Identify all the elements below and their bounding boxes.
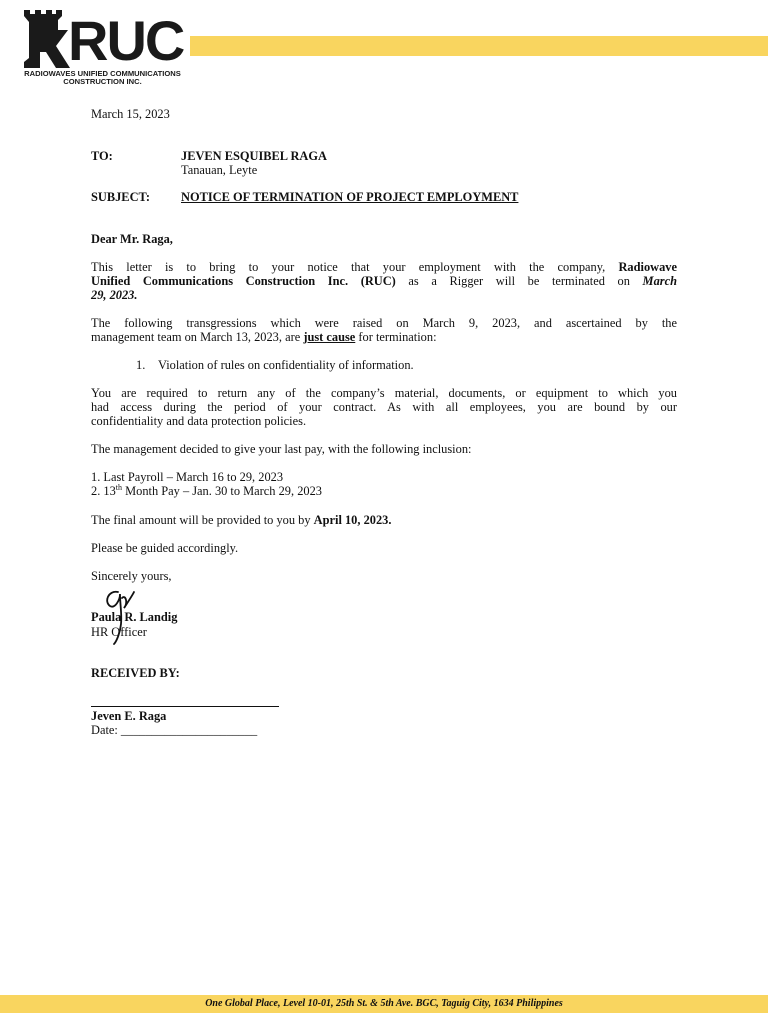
violation-item: Violation of rules on confidentiality of information. <box>158 358 414 372</box>
header-band <box>190 36 768 56</box>
recipient-address: Tanauan, Leyte <box>181 163 258 177</box>
inclusion-1: 1. Last Payroll – March 16 to 29, 2023 <box>91 470 284 484</box>
date-field: Date: ______________________ <box>91 723 258 737</box>
subject-label: SUBJECT: <box>91 190 150 204</box>
just-cause-text: just cause <box>303 330 356 344</box>
salutation: Dear Mr. Raga, <box>91 232 173 246</box>
paragraph-1-line-1 <box>91 260 677 274</box>
ordinal-suffix: th <box>115 482 123 492</box>
company-name-bold: Radiowave <box>618 260 677 274</box>
termination-date-part1: March <box>642 274 677 288</box>
recipient-name: JEVEN ESQUIBEL RAGA <box>181 149 327 163</box>
termination-date-part2: 29, 2023. <box>91 288 138 302</box>
inclusion-2-number: 2. 13 <box>91 484 116 498</box>
paragraph-6: Please be guided accordingly. <box>91 541 239 555</box>
closing: Sincerely yours, <box>91 569 172 583</box>
letter-date: March 15, 2023 <box>91 107 170 121</box>
final-amount-text: The final amount will be provided to you by <box>91 513 311 527</box>
to-label: TO: <box>91 149 113 163</box>
company-name-bold-2: Unified Communications Construction Inc. (RUC) <box>91 274 396 288</box>
subject-text: NOTICE OF TERMINATION OF PROJECT EMPLOYMENT <box>181 190 519 204</box>
paragraph-3-line-1: You are required to return any of the company’s material, documents, or equipment to which you <box>91 386 677 400</box>
violation-number: 1. <box>136 358 146 372</box>
paragraph-5 <box>91 513 391 527</box>
company-logo <box>20 8 185 90</box>
inclusion-2-text: Month Pay – Jan. 30 to March 29, 2023 <box>122 484 322 498</box>
company-name-line1: RADIOWAVES UNIFIED COMMUNICATIONS <box>24 69 181 78</box>
company-name <box>20 70 185 85</box>
p1-text: This letter is to bring to your notice that your employment with the company, <box>91 260 606 274</box>
signer-name: Paula R. Landig <box>91 610 178 624</box>
receiver-name: Jeven E. Raga <box>91 709 167 723</box>
received-by-label: RECEIVED BY: <box>91 666 180 680</box>
inclusion-2 <box>91 484 322 498</box>
p2-text-end: for termination: <box>358 330 437 344</box>
footer-address: One Global Place, Level 10-01, 25th St. & 5th Ave. BGC, Taguig City, 1634 Philippines <box>205 998 563 1009</box>
paragraph-3-line-3: confidentiality and data protection policies. <box>91 414 307 428</box>
company-name-line2: CONSTRUCTION INC. <box>63 76 142 86</box>
logo-letters: RUC <box>68 9 184 72</box>
paragraph-3-line-2: had access during the period of your contract. As with all employees, you are bound by our <box>91 400 677 414</box>
paragraph-1-line-3 <box>91 288 137 302</box>
paragraph-2-line-2 <box>91 330 437 344</box>
p1-text-2: as a Rigger will be terminated on <box>408 274 630 288</box>
signature-line <box>91 706 279 707</box>
paragraph-1-line-2 <box>91 274 677 288</box>
paragraph-2-line-1: The following transgressions which were raised on March 9, 2023, and ascertained by the <box>91 316 677 330</box>
p2-text: management team on March 13, 2023, are <box>91 330 301 344</box>
signer-title: HR Officer <box>91 625 147 639</box>
final-amount-date: April 10, 2023. <box>313 513 392 527</box>
paragraph-4: The management decided to give your last pay, with the following inclusion: <box>91 442 472 456</box>
